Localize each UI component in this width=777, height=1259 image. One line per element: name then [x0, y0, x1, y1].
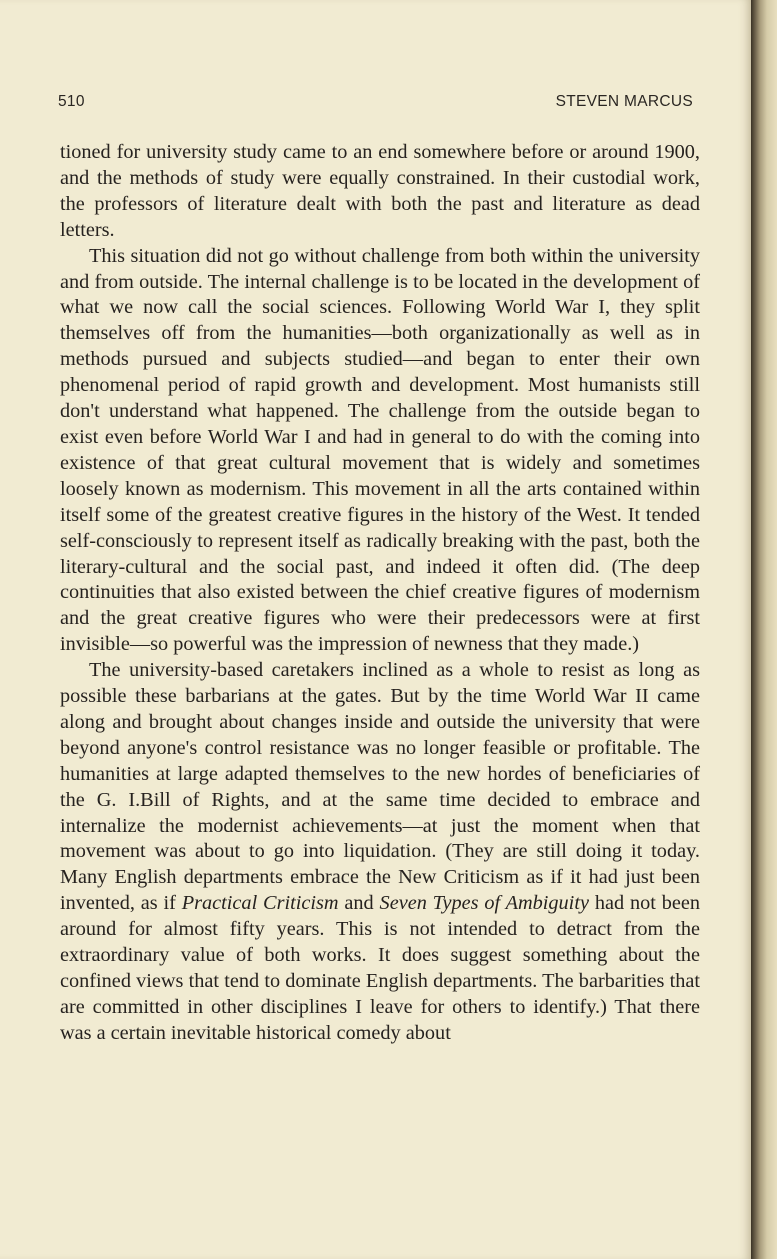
paragraph-3 [60, 658, 700, 1047]
paragraph-2: This situation did not go without challenge from both within the university and from outside. The internal challenge is to be located in the development of what we now call the social sciences. Following World War I, they split themselves off from the humanities—both organizationally as well as in methods pursued and subjects studied—and began to enter their own phenomenal period of rapid growth and development. Most humanists still don't understand what happened. The challenge from the outside began to exist even before World War I and had in general to do with the coming into existence of that great cultural movement that is widely and sometimes loosely known as modernism. This movement in all the arts contained within itself some of the greatest creative figures in the history of the West. It tended self-consciously to represent itself as radically breaking with the past, both the literary-cultural and the social past, and indeed it often did. (The deep continuities that also existed between the chief creative figures of modernism and the great creative figures who were their predecessors were at first invisible—so powerful was the impression of newness that they made.) [60, 244, 700, 656]
paragraph-1: tioned for university study came to an end somewhere before or around 1900, and the methods of study were equally constrained. In their custodial work, the professors of literature dealt with both the past and literature as dead letters. [60, 141, 700, 241]
book-title-practical-criticism: Practical Criticism [181, 892, 339, 915]
paragraph-3-text-before: The university-based caretakers inclined as a whole to resist as long as possible these barbarians at the gates. But by the time World War II came along and brought about changes inside and outside the university that were beyond anyone's control resistance was no longer feasible or profitable. The humanities at large adapted themselves to the new hordes of beneficiaries of the G. I.Bill of Rights, and at the same time decided to embrace and internalize the modernist achievements—at just the moment when that movement was about to go into liquidation. (They are still doing it today. Many English departments embrace the New Criticism as if it had just been invented, as if [60, 659, 700, 915]
body-text [60, 140, 700, 1047]
book-title-seven-types: Seven Types of Ambiguity [379, 892, 589, 915]
paragraph-3-text-mid: and [338, 892, 380, 915]
page-number: 510 [58, 93, 85, 110]
page-edge [751, 0, 777, 1259]
paragraph-3-text-after: had not been around for almost fifty years. This is not intended to detract from the extraordinary value of both works. It does suggest something about the confined views that tend to dominate English departments. The barbarities that are committed in other disciplines I leave for others to identify.) That there was a certain inevitable historical comedy about [60, 892, 700, 1044]
running-head: STEVEN MARCUS [555, 93, 693, 110]
